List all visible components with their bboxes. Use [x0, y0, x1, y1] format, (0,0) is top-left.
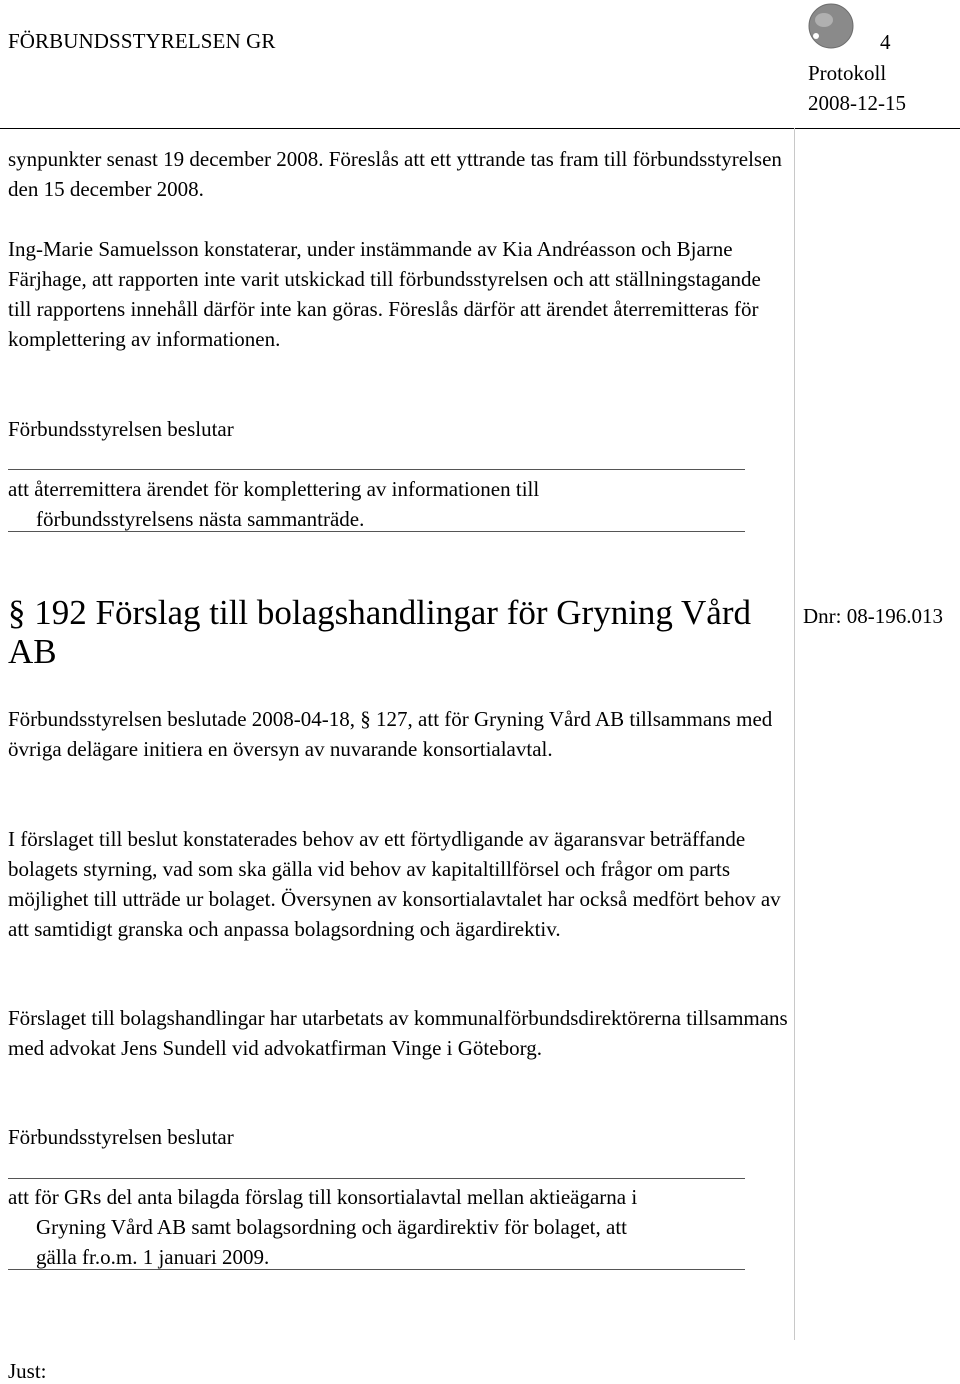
resolution-line: att återremittera ärendet för komplettering av informationen till	[8, 477, 540, 501]
document-date: 2008-12-15	[808, 91, 906, 115]
resolution-block	[8, 1182, 768, 1272]
organization-name: FÖRBUNDSSTYRELSEN GR	[8, 29, 276, 53]
paragraph-continuation: synpunkter senast 19 december 2008. Föreslås att ett yttrande tas fram till förbundsstyrelsen den 15 december 2008.	[8, 147, 782, 201]
resolution-bottom-rule	[8, 1269, 745, 1270]
decision-heading: Förbundsstyrelsen beslutar	[8, 1125, 234, 1149]
justification-label: Just:	[8, 1359, 47, 1383]
paragraph-statement: Ing-Marie Samuelsson konstaterar, under instämmande av Kia Andréasson och Bjarne Färjhage, att rapporten inte varit utskickad till förbundsstyrelsen och att ställningstagande till rapportens innehåll därför inte kan göras. Föreslås därför att ärendet återremitteras för komplettering av informationen.	[8, 237, 761, 351]
margin-divider	[794, 128, 795, 1340]
section-paragraph: I förslaget till beslut konstaterades behov av ett förtydligande av ägaransvar beträffande bolagets styrning, vad som ska gälla vid behov av kapitaltillförsel och frågor om parts möjlighet till utträde ur bolaget. Översynen av konsortialavtalet har också medfört behov av att samtidigt granska och anpassa bolagsordning och ägardirektiv.	[8, 827, 781, 941]
resolution-top-rule	[8, 1178, 745, 1179]
section-title-text: 192 Förslag till bolagshandlingar för Gryning Vård AB	[8, 593, 751, 671]
gr-logo-icon	[807, 3, 855, 49]
section-paragraph: Förslaget till bolagshandlingar har utarbetats av kommunalförbundsdirektörerna tillsammans med advokat Jens Sundell vid advokatfirman Vinge i Göteborg.	[8, 1006, 788, 1060]
resolution-line: Gryning Vård AB samt bolagsordning och ägardirektiv för bolaget, att	[36, 1215, 627, 1239]
document-type: Protokoll	[808, 61, 887, 85]
resolution-top-rule	[8, 469, 745, 470]
resolution-line: att för GRs del anta bilagda förslag till konsortialavtal mellan aktieägarna i	[8, 1185, 638, 1209]
resolution-line: gälla fr.o.m. 1 januari 2009.	[36, 1245, 270, 1269]
page-number: 4	[880, 30, 891, 54]
section-paragraph: Förbundsstyrelsen beslutade 2008-04-18, § 127, att för Gryning Vård AB tillsammans med övriga delägare initiera en översyn av nuvarande konsortialavtal.	[8, 707, 773, 761]
section-symbol: §	[8, 593, 26, 632]
section-heading	[8, 593, 778, 671]
resolution-block	[8, 474, 748, 534]
header-divider	[0, 128, 960, 129]
resolution-bottom-rule	[8, 531, 745, 532]
resolution-line: förbundsstyrelsens nästa sammanträde.	[36, 507, 365, 531]
diary-number: Dnr: 08-196.013	[803, 604, 943, 628]
decision-heading: Förbundsstyrelsen beslutar	[8, 417, 234, 441]
